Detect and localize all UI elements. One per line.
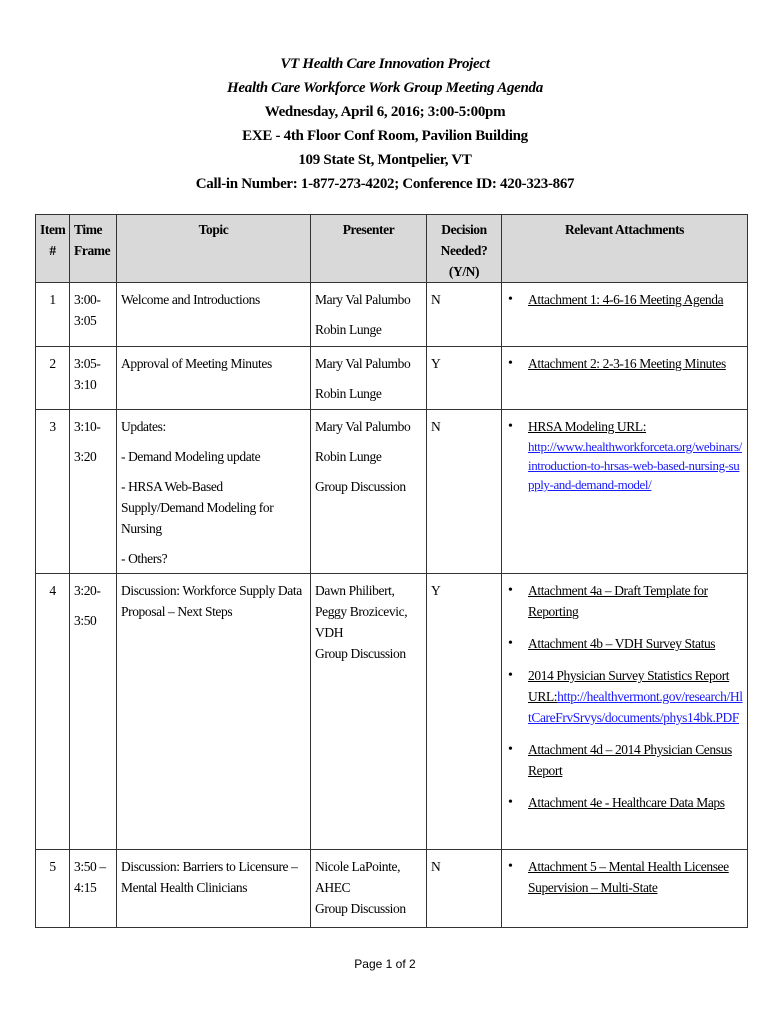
header-item-line: Item [40,222,66,237]
item-number: 1 [36,283,70,347]
topic-line: - Demand Modeling update [121,449,261,464]
call-in-info: Call-in Number: 1-877-273-4202; Conference ID: 420-323-867 [195,176,575,192]
topic-line: Approval of Meeting Minutes [121,356,272,371]
item-number: 5 [36,850,70,928]
item-number: 3 [36,410,70,574]
header-time-line: Frame [74,243,111,258]
attachments [502,574,748,850]
time-frame [70,347,117,410]
attachment-item[interactable] [528,665,743,728]
presenter-line: Robin Lunge [315,322,382,337]
agenda-title: Health Care Workforce Work Group Meeting Agenda [227,80,543,96]
attachments [502,347,748,410]
presenter-line: Mary Val Palumbo [315,292,411,307]
attachment-item[interactable] [528,353,743,374]
meeting-address: 109 State St, Montpelier, VT [298,152,472,168]
time-line: 4:15 [74,880,97,895]
meeting-date: Wednesday, April 6, 2016; 3:00-5:00pm [264,104,506,120]
presenter-line: Group Discussion [315,479,406,494]
presenter [311,574,427,850]
header-presenter: Presenter [311,215,427,283]
header-decision [427,215,502,283]
presenter-line: Robin Lunge [315,449,382,464]
time-frame [70,850,117,928]
header-attachments: Relevant Attachments [502,215,748,283]
attachment-item[interactable] [528,633,743,654]
hrsa-url-link[interactable]: http://www.healthworkforceta.org/webinars/introduction-to-hrsas-web-based-nursing-supply-and-demand-model/ [528,439,742,492]
decision: Y [427,574,502,850]
topic-line: - HRSA Web-Based Supply/Demand Modeling for Nursing [121,479,274,536]
time-line: 3:00- [74,292,101,307]
topic-line: Discussion: Workforce Supply Data Proposal – Next Steps [121,583,302,619]
presenter-line: Group Discussion [315,646,406,661]
decision: N [427,283,502,347]
time-frame [70,283,117,347]
table-row [36,850,748,928]
header-decision-line: Decision [441,222,487,237]
table-row [36,574,748,850]
document-header [0,52,770,196]
table-row [36,347,748,410]
topic-line: Welcome and Introductions [121,292,260,307]
header-item-line: # [49,243,56,258]
presenter-line: Peggy Brozicevic, [315,604,408,619]
topic [117,283,311,347]
header-topic: Topic [117,215,311,283]
topic [117,574,311,850]
time-line: 3:50 – [74,859,106,874]
physician-survey-url-link[interactable]: http://healthvermont.gov/research/HltCareFrvSrvys/documents/phys14bk.PDF [528,689,743,725]
attachment-item[interactable] [528,416,743,494]
topic [117,850,311,928]
header-decision-line: (Y/N) [448,264,480,279]
presenter-line: VDH [315,625,344,640]
presenter-line: Dawn Philibert, [315,583,395,598]
presenter-line: AHEC [315,880,351,895]
attachment-link[interactable]: Attachment 4b – VDH Survey Status [528,636,716,651]
attachment-item[interactable] [528,792,743,813]
attachment-link[interactable]: Attachment 1: 4-6-16 Meeting Agenda [528,292,724,307]
attachment-link[interactable]: Attachment 2: 2-3-16 Meeting Minutes [528,356,726,371]
presenter-line: Group Discussion [315,901,406,916]
presenter [311,410,427,574]
presenter-line: Nicole LaPointe, [315,859,401,874]
time-line: 3:20- [74,583,101,598]
attachment-link[interactable]: Attachment 4e - Healthcare Data Maps [528,795,725,810]
attachment-link[interactable]: Attachment 5 – Mental Health Licensee Supervision – Multi-State [528,859,729,895]
topic-line: Updates: [121,419,166,434]
attachments [502,283,748,347]
attachment-link[interactable]: Attachment 4d – 2014 Physician Census Report [528,742,732,778]
page-number: Page 1 of 2 [354,957,416,971]
time-frame [70,410,117,574]
item-number: 2 [36,347,70,410]
time-line: 3:05- [74,356,101,371]
attachment-link[interactable]: HRSA Modeling URL: [528,419,647,434]
agenda-table [35,214,748,928]
attachment-item[interactable] [528,580,743,622]
topic-line: Discussion: Barriers to Licensure – Mental Health Clinicians [121,859,298,895]
presenter [311,347,427,410]
attachments [502,410,748,574]
table-header-row [36,215,748,283]
presenter-line: Robin Lunge [315,386,382,401]
topic-line: - Others? [121,551,168,566]
topic [117,347,311,410]
presenter-line: Mary Val Palumbo [315,419,411,434]
attachment-link[interactable]: Attachment 4a – Draft Template for Reporting [528,583,708,619]
project-title: VT Health Care Innovation Project [280,56,490,72]
time-line: 3:05 [74,313,97,328]
header-item [36,215,70,283]
decision: Y [427,347,502,410]
time-line: 3:20 [74,449,97,464]
presenter [311,283,427,347]
topic [117,410,311,574]
meeting-room: EXE - 4th Floor Conf Room, Pavilion Building [242,128,528,144]
attachment-item[interactable] [528,739,743,781]
time-frame [70,574,117,850]
attachment-link[interactable]: 2014 Physician Survey Statistics Report URL: [528,668,730,704]
table-row [36,410,748,574]
attachment-item[interactable] [528,856,743,898]
header-time-line: Time [74,222,103,237]
header-time [70,215,117,283]
time-line: 3:10- [74,419,101,434]
table-row [36,283,748,347]
presenter-line: Mary Val Palumbo [315,356,411,371]
attachment-item[interactable] [528,289,743,310]
item-number: 4 [36,574,70,850]
attachments [502,850,748,928]
time-line: 3:50 [74,613,97,628]
time-line: 3:10 [74,377,97,392]
decision: N [427,850,502,928]
header-decision-line: Needed? [440,243,488,258]
decision: N [427,410,502,574]
presenter [311,850,427,928]
